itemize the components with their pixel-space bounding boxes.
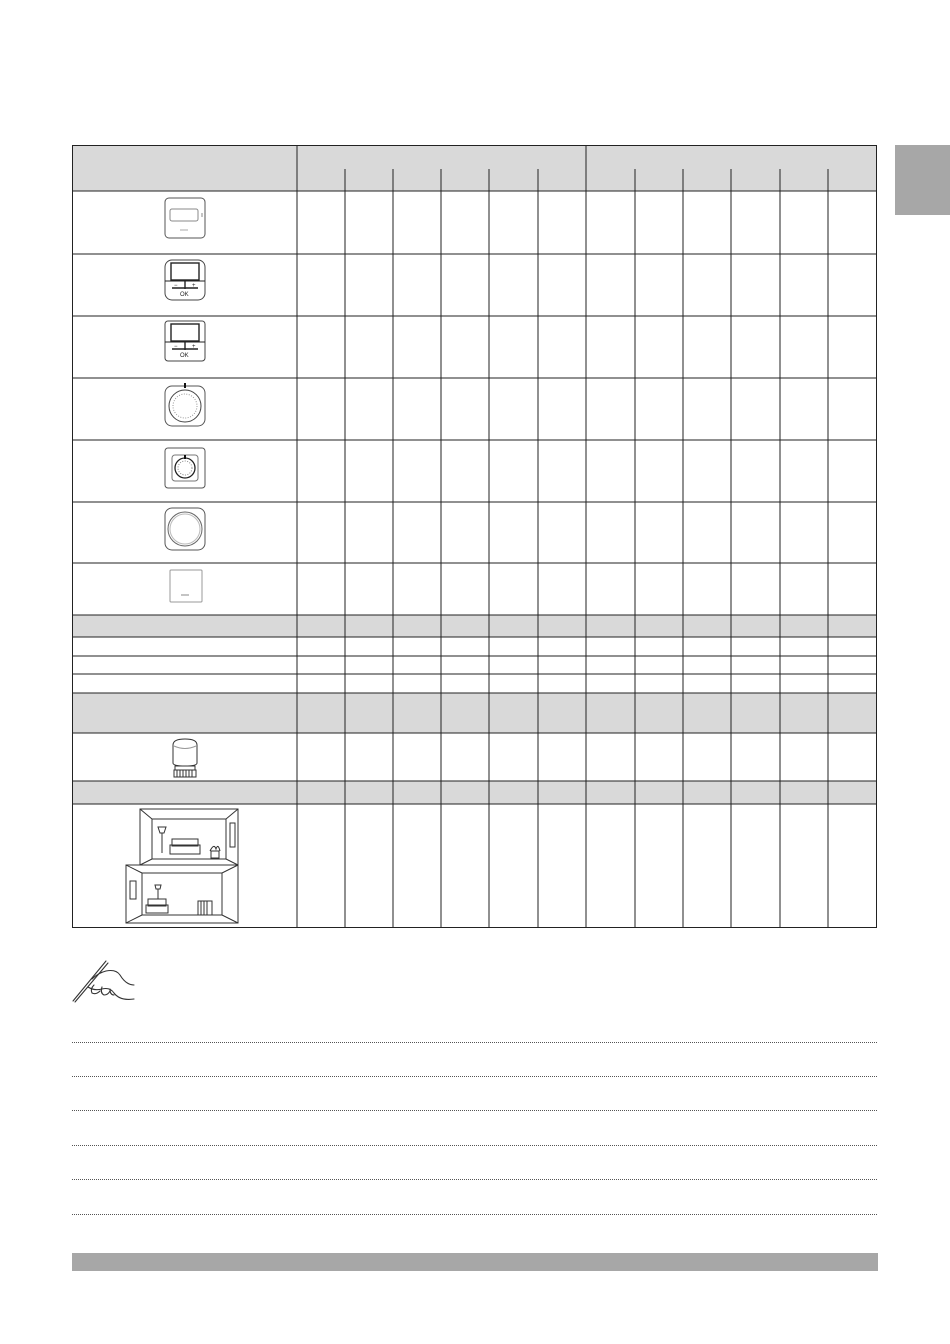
note-line [72, 1042, 877, 1043]
programmable-thermostat-icon [164, 259, 206, 301]
sensor-icon [169, 569, 203, 603]
note-line [72, 1110, 877, 1111]
svg-text:−: − [174, 283, 178, 289]
svg-text:OK: OK [180, 292, 189, 298]
display-thermostat-icon [164, 197, 206, 239]
note-line [72, 1214, 877, 1215]
plain-dial-thermostat-icon [164, 507, 206, 551]
actuator-icon [168, 737, 202, 779]
svg-text:OK: OK [180, 353, 189, 359]
room-settings-table [72, 145, 877, 928]
dial-thermostat-icon [164, 445, 206, 489]
svg-text:+: + [192, 344, 196, 350]
house-room-plan-icon [122, 805, 240, 925]
svg-text:−: − [174, 344, 178, 350]
note-line [72, 1076, 877, 1077]
svg-text:+: + [192, 283, 196, 289]
footer-bar [72, 1253, 878, 1271]
writing-hand-icon [70, 955, 135, 1005]
note-line [72, 1179, 877, 1180]
section-tab [895, 145, 950, 215]
dial-thermostat-icon [164, 383, 206, 427]
programmable-thermostat-icon [164, 320, 206, 362]
note-line [72, 1145, 877, 1146]
